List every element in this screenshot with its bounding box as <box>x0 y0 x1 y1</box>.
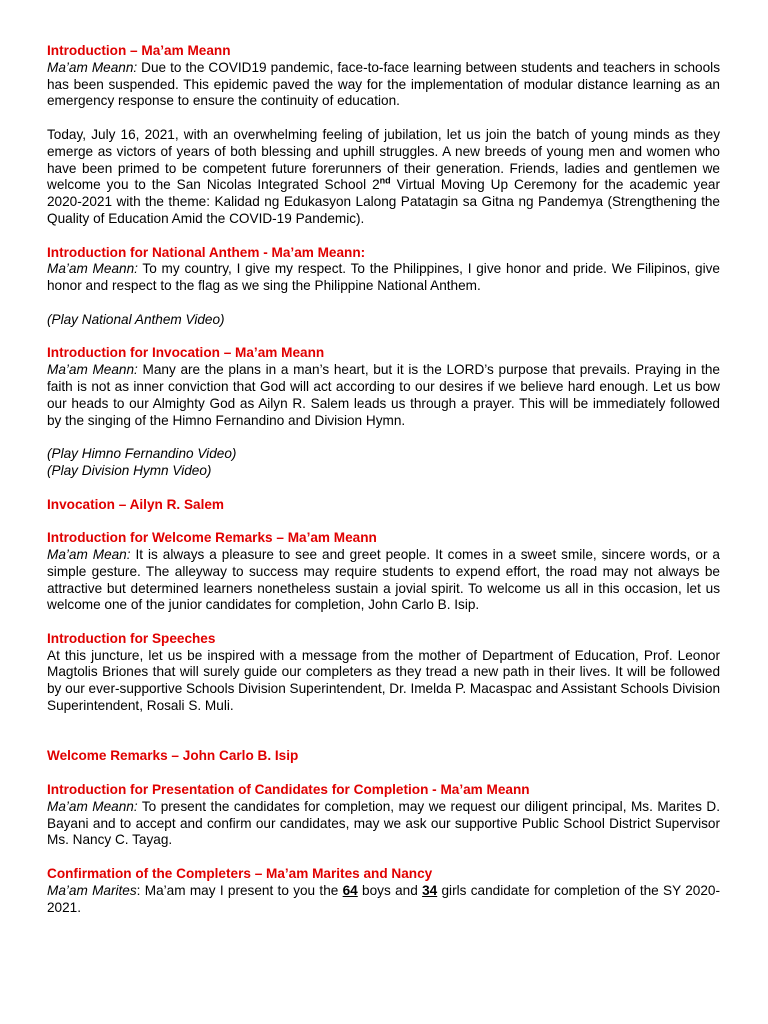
paragraph-text: : Ma’am may I present to you the <box>136 882 343 898</box>
paragraph-text: boys and <box>357 882 423 898</box>
paragraph-text: Virtual Moving Up Ceremony for the academic year 2020-2021 with the theme: Kalidad ng Edukasyon Lalong Patatagin sa Gitna ng Pandemya (Strengthening the Quality of Education Amid the COVID-19 Pandemic). <box>47 177 720 226</box>
paragraph-text: It is always a pleasure to see and greet people. It comes in a sweet smile, sincere words, or a simple gesture. The alleyway to success may require students to expend effort, the road may not always be attractive but determined learners nonetheless sustain a jovial spirit. To welcome us all in this occasion, let us welcome one of the junior candidates for completion, John Carlo B. Isip. <box>47 546 720 613</box>
speaker-name: Ma’am Mean: <box>47 546 131 562</box>
speaker-name: Ma’am Meann: <box>47 362 138 378</box>
section-heading-welcome-intro: Introduction for Welcome Remarks – Ma’am Meann <box>47 530 377 546</box>
play-instruction: (Play Division Hymn Video) <box>47 462 212 478</box>
paragraph-text: Today, July 16, 2021, with an overwhelming feeling of jubilation, let us join the batch of young minds as they emerge as victors of years of both blessing and uphill struggles. A new breeds of young men and women who have been primed to be competent future forerunners of their generation. Friends, ladies and gentlemen we welcome you to the San Nicolas Integrated School 2 <box>47 126 720 193</box>
section-heading-national-anthem: Introduction for National Anthem - Ma’am Meann: <box>47 244 366 260</box>
invocation-paragraph <box>47 362 720 429</box>
section-heading-invocation: Invocation – Ailyn R. Salem <box>47 496 225 512</box>
paragraph-text: Many are the plans in a man’s heart, but it is the LORD’s purpose that prevails. Praying in the faith is not as inner conviction that God will act according to our desires if we believe hard enough. Let us bow our heads to our Almighty God as Ailyn R. Salem leads us through a prayer. This will be immediately followed by the singing of the Himno Fernandino and Division Hymn. <box>47 362 720 428</box>
section-heading-invocation-intro: Introduction for Invocation – Ma’am Meann <box>47 345 325 361</box>
speaker-name: Ma’am Meann: <box>47 798 138 814</box>
speaker-name: Ma’am Marites <box>47 882 137 898</box>
intro-paragraph-1 <box>47 60 720 110</box>
anthem-paragraph <box>47 261 720 295</box>
paragraph-text: girls candidate for completion of the SY 2020-2021. <box>47 882 720 915</box>
paragraph-text: Due to the COVID19 pandemic, face-to-face learning between students and teachers in schools has been suspended. This epidemic paved the way for the implementation of modular distance learning as an emergency response to ensure the continuity of education. <box>47 59 720 109</box>
girls-count: 34 <box>422 882 438 898</box>
paragraph-text: To present the candidates for completion, may we request our diligent principal, Ms. Marites D. Bayani and to accept and confirm our candidates, may we ask our supportive Public School District Supervisor Ms. Nancy C. Tayag. <box>47 798 721 848</box>
section-heading-welcome-remarks: Welcome Remarks – John Carlo B. Isip <box>47 748 299 764</box>
confirmation-paragraph <box>47 883 720 917</box>
play-instruction: (Play Himno Fernandino Video) <box>47 446 237 462</box>
speeches-paragraph: At this juncture, let us be inspired with a message from the mother of Department of Education, Prof. Leonor Magtolis Briones that will surely guide our completers as they tread a new path in their lives. It will be followed by our ever-supportive Schools Division Superintendent, Dr. Imelda P. Macaspac and Assistant Schools Division Superintendent, Rosali S. Muli. <box>47 647 720 714</box>
section-heading-speeches: Introduction for Speeches <box>47 630 216 646</box>
play-instruction: (Play National Anthem Video) <box>47 311 225 327</box>
paragraph-text: To my country, I give my respect. To the Philippines, I give honor and pride. We Filipinos, give honor and respect to the flag as we sing the Philippine National Anthem. <box>47 261 720 294</box>
speaker-name: Ma’am Meann: <box>47 59 138 75</box>
welcome-paragraph <box>47 547 720 614</box>
section-heading-introduction: Introduction – Ma’am Meann <box>47 43 231 58</box>
intro-paragraph-2 <box>47 127 720 228</box>
ordinal-suffix: nd <box>379 175 391 186</box>
section-heading-confirmation: Confirmation of the Completers – Ma’am Marites and Nancy <box>47 866 433 882</box>
section-heading-presentation: Introduction for Presentation of Candidates for Completion - Ma’am Meann <box>47 782 530 798</box>
presentation-paragraph <box>47 799 720 849</box>
boys-count: 64 <box>342 882 358 898</box>
document-body <box>47 43 720 916</box>
speaker-name: Ma’am Meann: <box>47 261 138 277</box>
